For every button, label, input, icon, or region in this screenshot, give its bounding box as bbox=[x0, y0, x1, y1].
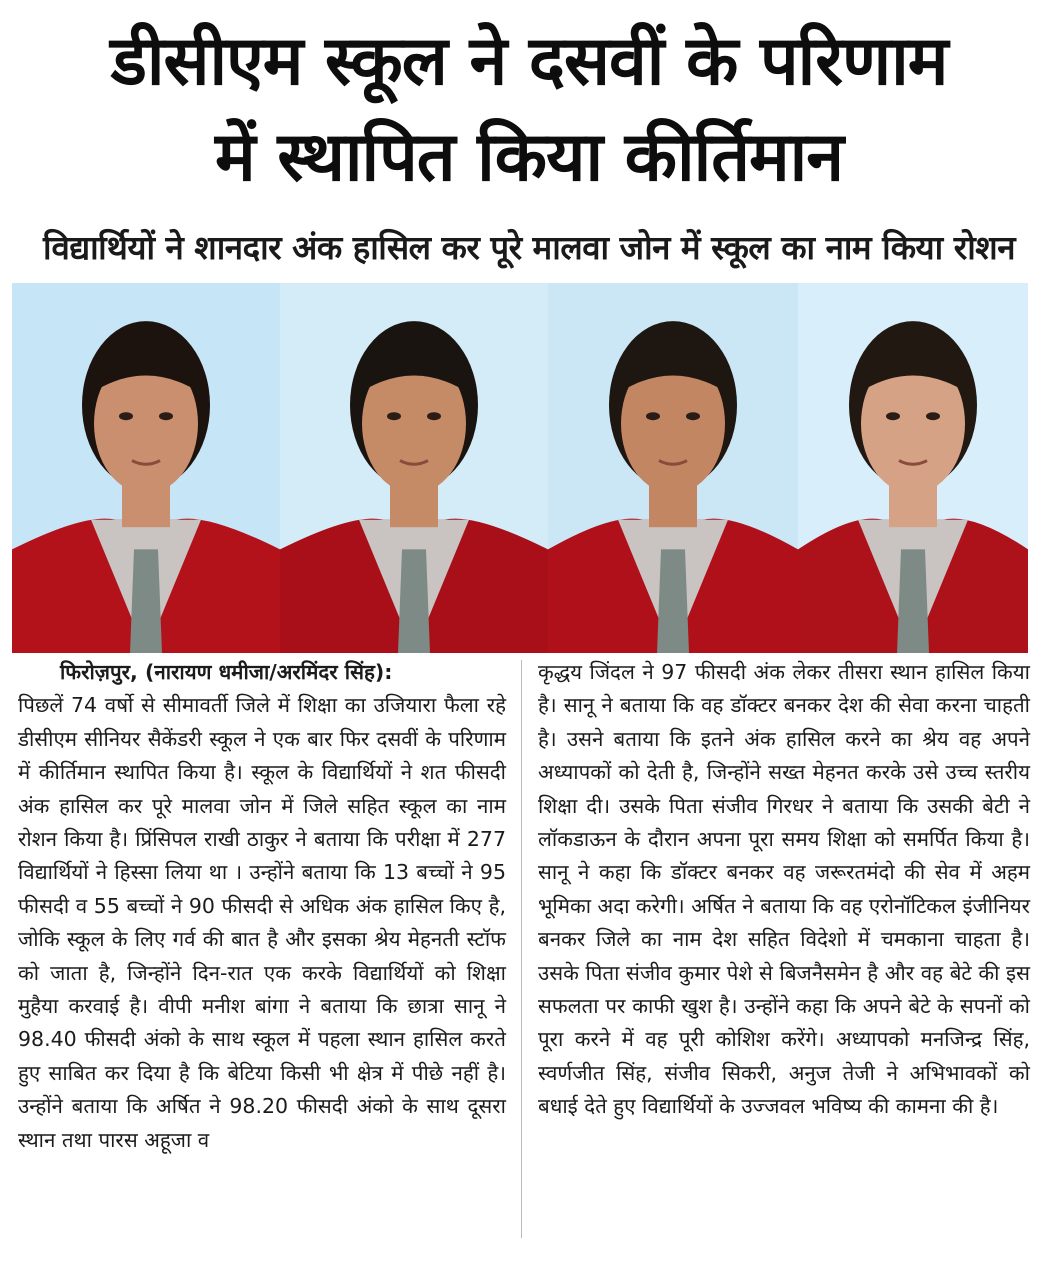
right-eye bbox=[159, 412, 173, 420]
left-eye bbox=[886, 412, 900, 420]
article-right-column bbox=[538, 656, 1030, 1124]
tie bbox=[130, 549, 162, 653]
subheadline: विद्यार्थियों ने शानदार अंक हासिल कर पूरे मालवा जोन में स्कूल का नाम किया रोशन bbox=[42, 228, 1016, 267]
article-left-column bbox=[18, 656, 506, 1157]
right-eye bbox=[686, 412, 700, 420]
left-eye bbox=[646, 412, 660, 420]
photo-strip bbox=[12, 283, 1028, 653]
portrait-drawing bbox=[12, 283, 280, 653]
student-photo-boy-3 bbox=[798, 283, 1028, 653]
student-photo-girl bbox=[12, 283, 280, 653]
student-photo-boy-2 bbox=[548, 283, 798, 653]
tie bbox=[398, 549, 430, 653]
portrait-drawing bbox=[280, 283, 548, 653]
left-eye bbox=[119, 412, 133, 420]
article-body-right: कृद्धय जिंदल ने 97 फीसदी अंक लेकर तीसरा स्थान हासिल किया है। सानू ने बताया कि वह डॉक्टर बनकर देश की सेवा करना चाहती है। उसने बताया कि इतने अंक हासिल करने का श्रेय वह अपने अध्यापकों को देती है, जिन्होंने सख्त मेहनत करके उसे उच्च स्तरीय शिक्षा दी। उसके पिता संजीव गिरधर ने बताया कि उसकी बेटी ने लॉकडाऊन के दौरान अपना पूरा समय शिक्षा को समर्पित किया है। सानू ने कहा कि डॉक्टर बनकर वह जरूरतमंदो की सेव में अहम भूमिका अदा करेगी। अर्षित ने बताया कि वह एरोनॉटिकल इंजीनियर बनकर जिले का नाम देश सहित विदेशो में चमकाना चाहता है। उसके पिता संजीव कुमार पेशे से बिजनैसमेन है और वह बेटे की इस सफलता पर काफी खुश है। उन्होंने कहा कि अपने बेटे के सपनों को पूरा करने में वह पूरी कोशिश करेंगे। अध्यापको मनजिन्द्र सिंह, स्वर्णजीत सिंह, संजीव सिकरी, अनुज तेजी ने अभिभावकों को बधाई देते हुए विद्यार्थियों के उज्जवल भविष्य की कामना की है। bbox=[538, 660, 1030, 1119]
right-eye bbox=[926, 412, 940, 420]
student-photo-boy-1 bbox=[280, 283, 548, 653]
article-body-left: पिछलें 74 वर्षो से सीमावर्ती जिले में शिक्षा का उजियारा फैला रहे डीसीएम सीनियर सैकेंडरी स्कूल ने एक बार फिर दसवीं के परिणाम में कीर्तिमान स्थापित किया है। स्कूल के विद्यार्थियों ने शत फीसदी अंक हासिल कर पूरे मालवा जोन में जिले सहित स्कूल का नाम रोशन किया है। प्रिंसिपल राखी ठाकुर ने बताया कि परीक्षा में 277 विद्यार्थियों ने हिस्सा लिया था । उन्होंने बताया कि 13 बच्चों ने 95 फीसदी व 55 बच्चों ने 90 फीसदी से अधिक अंक हासिल किए है, जोकि स्कूल के लिए गर्व की बात है और इसका श्रेय मेहनती स्टॉफ को जाता है, जिन्होंने दिन-रात एक करके विद्यार्थियों को शिक्षा मुहैया करवाई है। वीपी मनीश बांगा ने बताया कि छात्रा सानू ने 98.40 फीसदी अंको के साथ स्कूल में पहला स्थान हासिल करते हुए साबित कर दिया है कि बेटिया किसी भी क्षेत्र में पीछे नहीं है। उन्होंने बताया कि अर्षित ने 98.20 फीसदी अंको के साथ दूसरा स्थान तथा पारस अहूजा व bbox=[18, 693, 506, 1152]
column-divider bbox=[521, 660, 522, 1238]
portrait-drawing bbox=[548, 283, 798, 653]
tie bbox=[657, 549, 689, 653]
right-eye bbox=[427, 412, 441, 420]
headline-line-1: डीसीएम स्कूल ने दसवीं के परिणाम bbox=[110, 22, 948, 101]
headline-line-2: में स्थापित किया कीर्तिमान bbox=[215, 118, 843, 197]
portrait-drawing bbox=[798, 283, 1028, 653]
tie bbox=[897, 549, 929, 653]
left-eye bbox=[387, 412, 401, 420]
article-dateline: फिरोज़पुर, (नारायण धमीजा/अरमिंदर सिंह): bbox=[60, 660, 393, 684]
headline bbox=[0, 14, 1058, 206]
